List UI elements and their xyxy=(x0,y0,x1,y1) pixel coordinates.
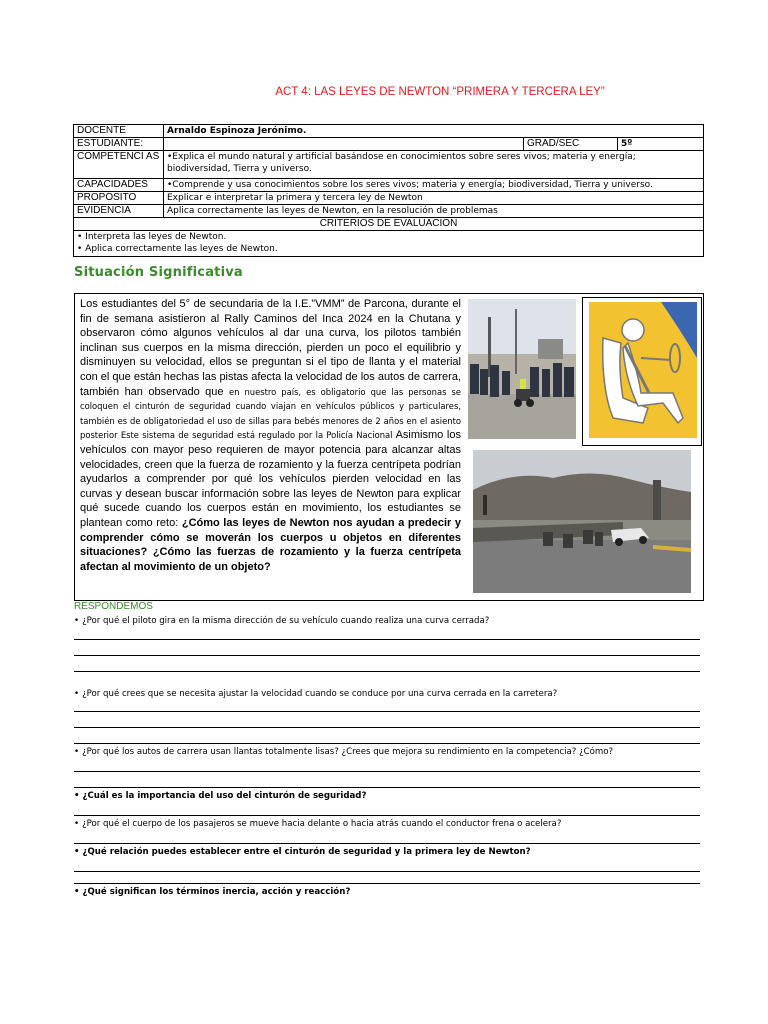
answer-line[interactable] xyxy=(74,639,700,640)
bullet: • xyxy=(74,847,80,857)
info-table xyxy=(73,124,704,257)
respondemos-heading: RESPONDEMOS xyxy=(74,601,153,612)
question-text: ¿Cuál es la importancia del uso del cinturón de seguridad? xyxy=(82,791,367,801)
activity-title: ACT 4: LAS LEYES DE NEWTON “PRIMERA Y TERCERA LEY” xyxy=(275,86,605,98)
bullet: • xyxy=(74,819,80,829)
question-text: ¿Por qué el piloto gira en la misma dirección de su vehículo cuando realiza una curva cerrada? xyxy=(82,616,490,626)
question-4 xyxy=(74,791,704,801)
capacidades-label: CAPACIDADES xyxy=(74,179,164,192)
evidencia-label: EVIDENCIA xyxy=(74,205,164,218)
criterios-header: CRITERIOS DE EVALUACION xyxy=(74,218,704,231)
answer-line[interactable] xyxy=(74,771,700,772)
competencias-label: COMPETENCI AS xyxy=(74,151,164,179)
docente-value: Arnaldo Espinoza Jerónimo. xyxy=(164,125,704,138)
bullet: • xyxy=(74,791,80,801)
bullet: • xyxy=(74,747,80,757)
capacidades-value: •Comprende y usa conocimientos sobre los seres vivos; materia y energía; biodiversidad, Tierra y universo. xyxy=(164,179,704,192)
question-7 xyxy=(74,887,704,897)
answer-line[interactable] xyxy=(74,787,700,788)
situacion-text-part: Asimismo los vehículos con mayor peso requieren de mayor potencia para alcanzar altas velocidades, creen que la fuerza de rozamiento y la fuerza centrípeta podrían ayudarlos a comprender por qué los vehículos pierden velocidad en las curvas y desean buscar información sobre las leyes de Newton para explicar qué sucede cuando los cuerpos están en movimiento, los estudiantes se plantean como reto: xyxy=(80,429,461,529)
answer-line[interactable] xyxy=(74,871,700,872)
situacion-box xyxy=(74,293,704,601)
question-2 xyxy=(74,689,704,699)
race-car-photo xyxy=(473,450,691,593)
bullet: • xyxy=(74,887,80,897)
question-text: ¿Por qué los autos de carrera usan llantas totalmente lisas? ¿Crees que mejora su rendimiento en la competencia? ¿Cómo? xyxy=(82,747,614,757)
answer-line[interactable] xyxy=(74,671,700,672)
situacion-text xyxy=(80,297,461,574)
rally-crowd-photo xyxy=(468,299,576,439)
estudiante-value[interactable] xyxy=(164,138,524,151)
situacion-text-small: en nuestro país, es obligatorio que las personas se coloquen el cinturón de seguridad cuando viajan en vehículos públicos y particulares, también es de obligatoriedad el uso de sillas para bebés menores de 2 años en el asiento posterior Este sistema de seguridad está regulado por la Policía Nacional xyxy=(80,386,461,441)
question-5 xyxy=(74,819,704,829)
question-text: ¿Qué significan los términos inercia, acción y reacción? xyxy=(82,887,351,897)
question-text: ¿Qué relación puedes establecer entre el cinturón de seguridad y la primera ley de Newton? xyxy=(82,847,531,857)
answer-line[interactable] xyxy=(74,815,700,816)
answer-line[interactable] xyxy=(74,743,700,744)
bullet: • xyxy=(74,689,80,699)
criterio-item: • Interpreta las leyes de Newton. xyxy=(77,232,227,242)
docente-label: DOCENTE xyxy=(74,125,164,138)
answer-line[interactable] xyxy=(74,843,700,844)
bullet: • xyxy=(74,616,80,626)
question-1 xyxy=(74,616,704,626)
situacion-heading: Situación Significativa xyxy=(74,265,243,280)
answer-line[interactable] xyxy=(74,655,700,656)
seatbelt-driver-illustration xyxy=(582,297,702,446)
answer-line[interactable] xyxy=(74,711,700,712)
grad-value: 5º xyxy=(618,138,704,151)
grad-label: GRAD/SEC xyxy=(524,138,618,151)
situacion-text-part: Los estudiantes del 5° de secundaria de la I.E.”VMM” de Parcona, durante el fin de semana asistieron al Rally Caminos del Inca 2024 en la Chutana y observaron cómo algunos vehículos al dar una curva, los pilotos también inclinan sus cuerpos en la misma dirección, pierden un poco el equilibrio y disminuyen su velocidad, ellos se preguntan si el tipo de llanta y el material con el que están hechas las pistas afecta la velocidad de los autos de carrera, también han observado que xyxy=(80,298,461,398)
proposito-value: Explicar e interpretar la primera y tercera ley de Newton xyxy=(164,192,704,205)
question-text: ¿Por qué el cuerpo de los pasajeros se mueve hacia delante o hacia atrás cuando el conductor frena o acelera? xyxy=(82,819,562,829)
proposito-label: PROPÓSITO xyxy=(74,192,164,205)
estudiante-label: ESTUDIANTE: xyxy=(74,138,164,151)
question-text: ¿Por qué crees que se necesita ajustar la velocidad cuando se conduce por una curva cerrada en la carretera? xyxy=(82,689,558,699)
situacion-challenge-question: ¿Cómo las leyes de Newton nos ayudan a predecir y comprender cómo se moverán los cuerpos u objetos en diferentes situaciones? ¿Cómo las fuerzas de rozamiento y la fuerza centrípeta afectan al movimiento de un objeto? xyxy=(80,516,461,573)
answer-line[interactable] xyxy=(74,883,700,884)
question-6 xyxy=(74,847,704,857)
competencias-value: •Explica el mundo natural y artificial basándose en conocimientos sobre seres vivos; materia y energía; biodiversidad, Tierra y universo. xyxy=(164,151,704,179)
question-3 xyxy=(74,747,704,757)
answer-line[interactable] xyxy=(74,727,700,728)
evidencia-value: Aplica correctamente las leyes de Newton, en la resolución de problemas xyxy=(164,205,704,218)
criterios-list xyxy=(74,231,704,257)
criterio-item: • Aplica correctamente las leyes de Newton. xyxy=(77,244,278,254)
